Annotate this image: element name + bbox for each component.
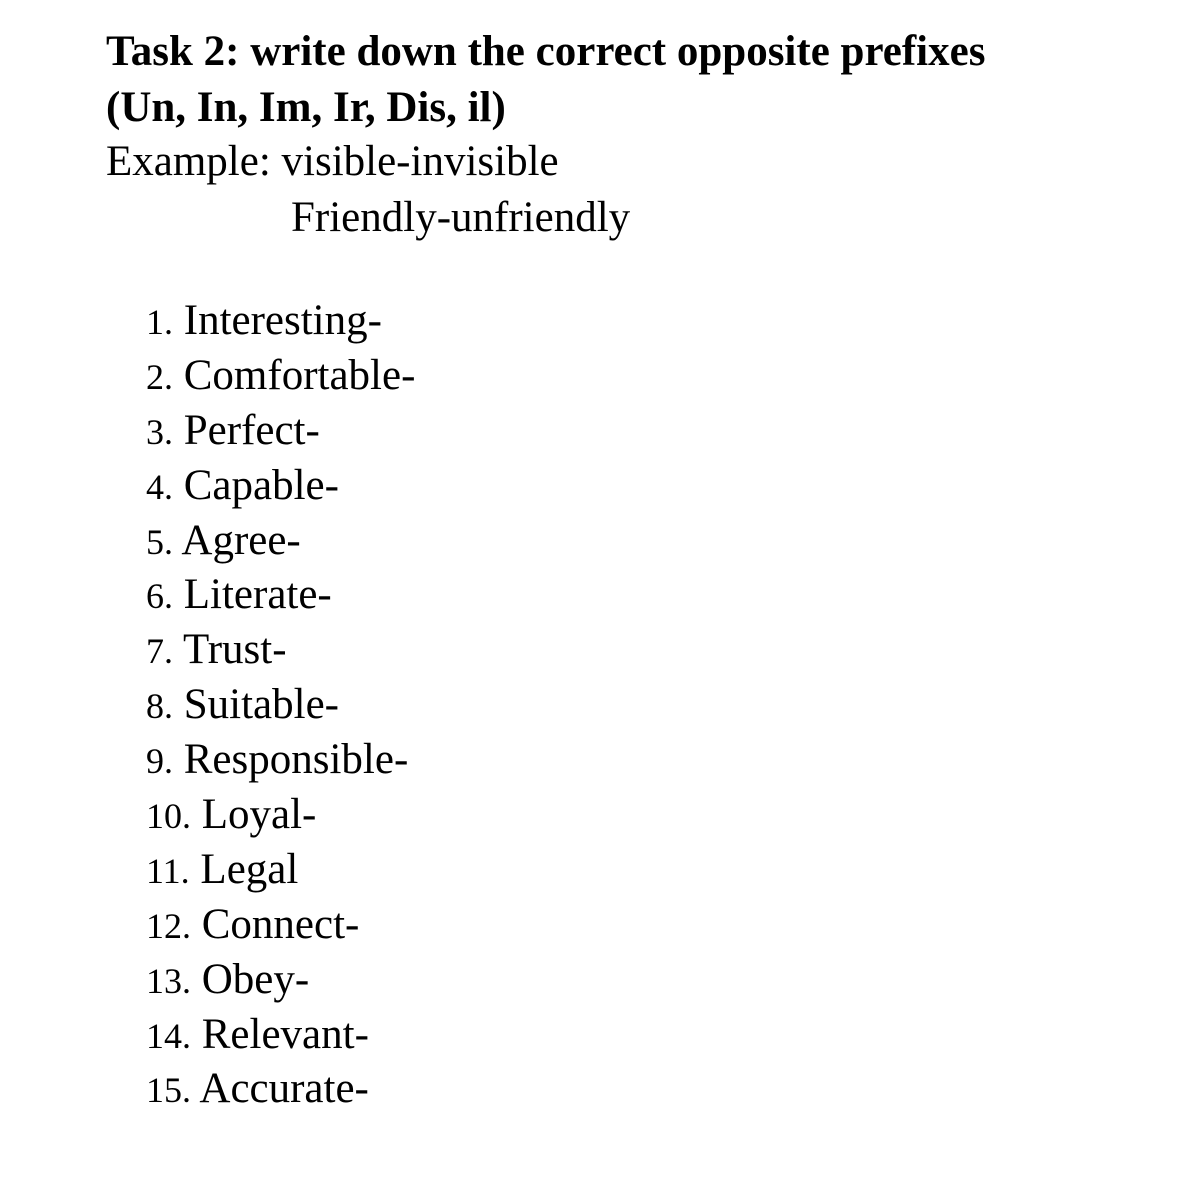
item-word: Agree- [181,516,301,564]
item-number: 2. [146,356,173,397]
list-item [146,953,415,1008]
list-item [146,349,415,404]
example-line-1: Example: visible-invisible [106,138,559,185]
item-word: Obey- [201,955,310,1003]
list-item [146,843,415,898]
example-line-2: Friendly-unfriendly [291,194,631,241]
task-prefix-options: (Un, In, Im, Ir, Dis, il) [106,84,506,131]
list-item [146,733,415,788]
item-word: Accurate- [199,1065,369,1113]
item-word: Trust- [182,626,287,674]
item-word: Legal [200,845,299,893]
item-word: Interesting- [183,297,382,344]
item-word: Loyal- [201,791,317,839]
item-number: 10. [146,796,191,837]
item-word: Literate- [183,571,332,619]
list-item [146,459,415,514]
item-number: 7. [146,631,173,672]
item-number: 1. [146,302,173,342]
list-item [146,788,415,843]
item-number: 4. [146,466,173,507]
item-number: 14. [146,1015,191,1056]
item-word: Suitable- [183,681,339,729]
item-number: 11. [146,850,190,891]
item-word: Relevant- [201,1010,369,1058]
item-number: 9. [146,741,173,782]
item-number: 12. [146,905,191,946]
list-item [146,404,415,459]
list-item [146,514,415,569]
item-number: 6. [146,576,173,617]
list-item [146,623,415,678]
item-number: 8. [146,686,173,727]
item-number: 15. [146,1070,191,1111]
word-list [146,294,415,1117]
item-word: Comfortable- [183,351,416,399]
list-item [146,568,415,623]
item-word: Connect- [201,900,360,948]
item-word: Capable- [183,461,339,509]
item-number: 3. [146,411,173,452]
list-item [146,1062,415,1117]
list-item [146,678,415,733]
item-word: Responsible- [183,736,409,784]
list-item [146,294,415,349]
list-item [146,1008,415,1063]
item-number: 13. [146,960,191,1001]
item-word: Perfect- [183,406,320,454]
item-number: 5. [146,521,173,562]
task-title: Task 2: write down the correct opposite prefixes [106,28,986,75]
list-item [146,898,415,953]
